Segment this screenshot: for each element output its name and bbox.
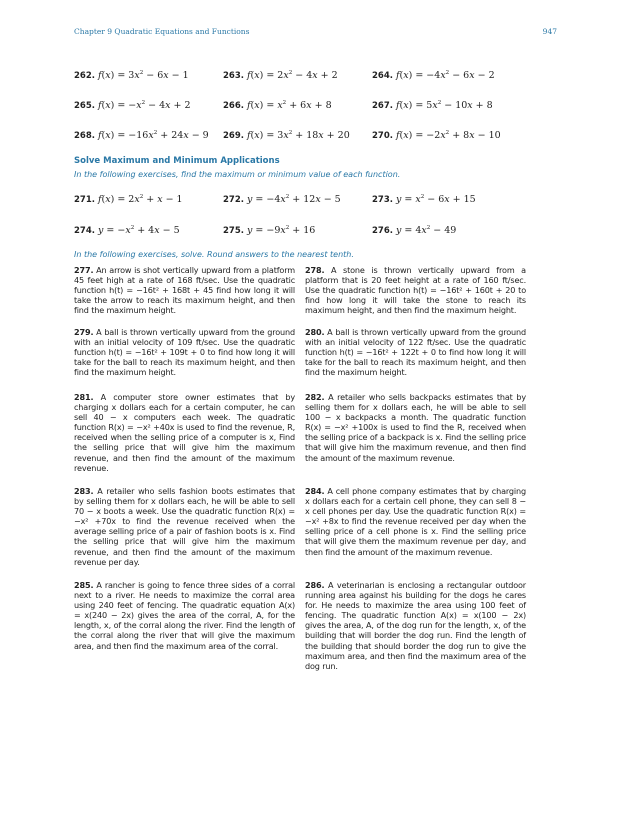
exercise-270: 270. $f(x) = -2x^2 + 8x - 10$: [372, 129, 501, 141]
instruction-text: In the following exercises, solve. Round answers to the nearest tenth.: [74, 250, 354, 259]
exercise-row: [74, 123, 554, 141]
exercise-275: 275. $y = -9x^2 + 16$: [223, 224, 316, 236]
exercise-274: 274. $y = -x^2 + 4x - 5$: [74, 224, 180, 236]
exercise-267: 267. $f(x) = 5x^2 - 10x + 8$: [372, 99, 493, 111]
section-title: Solve Maximum and Minimum Applications: [74, 156, 280, 166]
exercise-262: 262. $f(x) = 3x^2 - 6x - 1$: [74, 69, 189, 81]
exercise-265: 265. $f(x) = -x^2 - 4x + 2$: [74, 99, 191, 111]
exercise-row: [74, 187, 554, 205]
page-number: 947: [542, 27, 557, 36]
problem-285: 285. A rancher is going to fence three sides of a corral next to a river. He needs to maximize the corral area using 240 feet of fencing. The quadratic equation A(x) = x(240 − 2x) gives the area of the corral, A, for the length, x, of the corral along the river. Find the length of the corral along the river that will give the maximum area, and then find the maximum area of the corral.: [74, 580, 295, 651]
problem-284: 284. A cell phone company estimates that by charging x dollars each for a certain cell phone, they can sell 8 − x cell phones per day. Use the quadratic function R(x) = −x² +8x to find the revenue received per day when the selling price of a cell phone is x. Find the selling price that will give them the maximum revenue per day, and then find the amount of the maximum revenue.: [305, 486, 526, 557]
exercise-row: [74, 218, 554, 236]
exercise-273: 273. $y = x^2 - 6x + 15$: [372, 193, 476, 205]
exercise-264: 264. $f(x) = -4x^2 - 6x - 2$: [372, 69, 495, 81]
exercise-268: 268. $f(x) = -16x^2 + 24x - 9$: [74, 129, 209, 141]
page-header: [74, 27, 557, 39]
exercise-row: [74, 93, 554, 111]
chapter-title: Chapter 9 Quadratic Equations and Functions: [74, 27, 250, 36]
exercise-266: 266. $f(x) = x^2 + 6x + 8$: [223, 99, 332, 111]
problem-279: 279. A ball is thrown vertically upward from the ground with an initial velocity of 109 ft/sec. Use the quadratic function h(t) = −16t² + 109t + 0 to find how long it will take for the ball to reach its maximum height, and then find the maximum height.: [74, 327, 295, 378]
problem-286: 286. A veterinarian is enclosing a rectangular outdoor running area against his building for the dogs he cares for. He needs to maximize the area using 100 feet of fencing. The quadratic function A(x) = x(100 − 2x) gives the area, A, of the dog run for the length, x, of the building that will border the dog run. Find the length of the building that should border the dog run to give the maximum area, and then find the maximum area of the dog run.: [305, 580, 526, 671]
problem-281: 281. A computer store owner estimates that by charging x dollars each for a certain computer, he can sell 40 − x computers each week. The quadratic function R(x) = −x² +40x is used to find the revenue, R, received when the selling price of a computer is x, Find the selling price that will give him the maximum revenue, and then find the amount of the maximum revenue.: [74, 392, 295, 473]
exercise-269: 269. $f(x) = 3x^2 + 18x + 20$: [223, 129, 350, 141]
exercise-276: 276. $y = 4x^2 - 49$: [372, 224, 457, 236]
problem-278: 278. A stone is thrown vertically upward from a platform that is 20 feet height at a rate of 160 ft/sec. Use the quadratic function h(t) = −16t² + 160t + 20 to find how long it will take the stone to reach its maximum height, and then find the maximum height.: [305, 265, 526, 316]
problem-280: 280. A ball is thrown vertically upward from the ground with an initial velocity of 122 ft/sec. Use the quadratic function h(t) = −16t² + 122t + 0 to find how long it will take for the ball to reach its maximum height, and then find the maximum height.: [305, 327, 526, 378]
problem-283: 283. A retailer who sells fashion boots estimates that by selling them for x dollars each, he will be able to sell 70 − x boots a week. Use the quadratic function R(x) = −x² +70x to find the revenue received when the average selling price of a pair of fashion boots is x. Find the selling price that will give him the maximum revenue, and then find the amount of the maximum revenue per day.: [74, 486, 295, 567]
exercise-row: [74, 63, 554, 81]
exercise-263: 263. $f(x) = 2x^2 - 4x + 2$: [223, 69, 338, 81]
problem-277: 277. An arrow is shot vertically upward from a platform 45 feet high at a rate of 168 ft/sec. Use the quadratic function h(t) = −16t² + 168t + 45 find how long it will take the arrow to reach its maximum height, and then find the maximum height.: [74, 265, 295, 316]
problem-282: 282. A retailer who sells backpacks estimates that by selling them for x dollars each, he will be able to sell 100 − x backpacks a month. The quadratic function R(x) = −x² +100x is used to find the R, received when the selling price of a backpack is x. Find the selling price that will give him the maximum revenue, and then find the amount of the maximum revenue.: [305, 392, 526, 463]
exercise-272: 272. $y = -4x^2 + 12x - 5$: [223, 193, 341, 205]
instruction-text: In the following exercises, find the maximum or minimum value of each function.: [74, 170, 401, 179]
exercise-271: 271. $f(x) = 2x^2 + x - 1$: [74, 193, 183, 205]
